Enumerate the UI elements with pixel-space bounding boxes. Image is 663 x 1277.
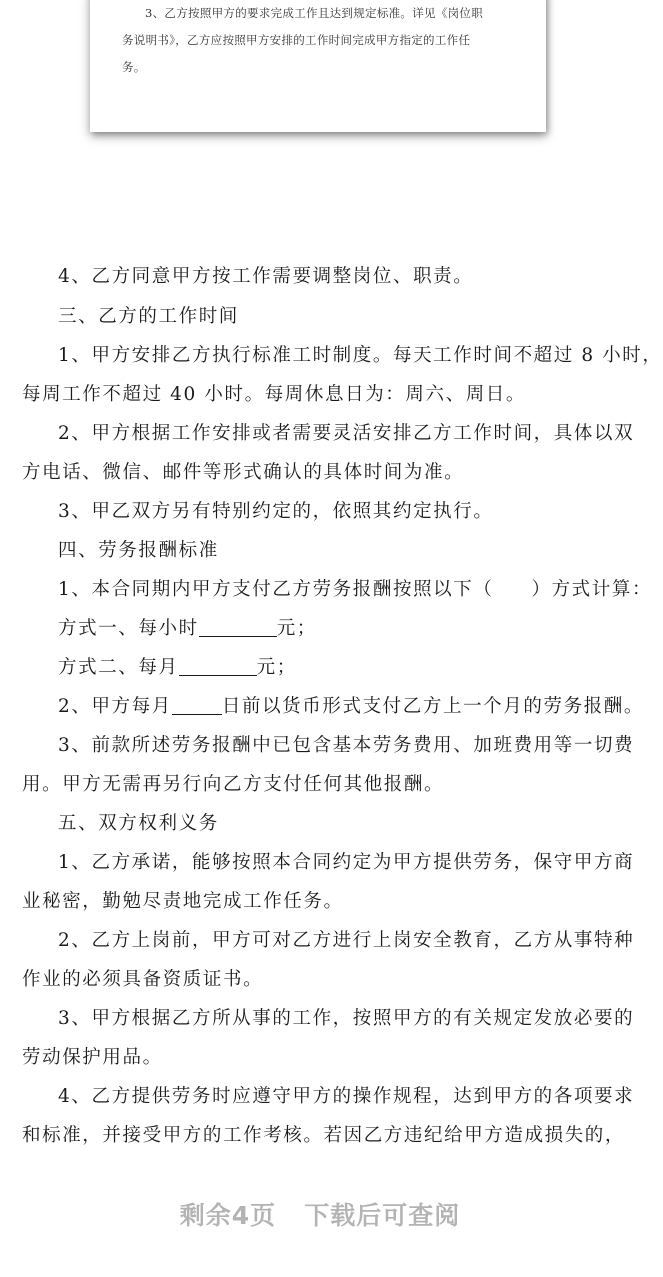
- doc-line: 1、甲方安排乙方执行标准工时制度。每天工作时间不超过 8 小时，: [58, 345, 663, 366]
- doc-text: 元；: [276, 618, 317, 639]
- doc-text: ）方式计算：: [531, 579, 653, 600]
- doc-line: 劳动保护用品。: [22, 1047, 163, 1068]
- doc-line: 3、甲方根据乙方所从事的工作，按照甲方的有关规定发放必要的: [58, 1008, 635, 1029]
- section-heading: 五、双方权利义务: [58, 813, 219, 834]
- doc-line: 和标准，并接受甲方的工作考核。若因乙方违纪给甲方造成损失的，: [22, 1125, 626, 1146]
- doc-text: 1、本合同期内甲方支付乙方劳务报酬按照以下（: [58, 579, 494, 600]
- doc-line: 每周工作不超过 40 小时。每周休息日为：周六、周日。: [22, 384, 527, 405]
- preview-line: 务。: [122, 60, 146, 74]
- doc-line: 2、甲方根据工作安排或者需要灵活安排乙方工作时间，具体以双: [58, 423, 635, 444]
- section-heading: 四、劳务报酬标准: [58, 540, 219, 561]
- doc-line: [58, 577, 653, 603]
- preview-line: 3、乙方按照甲方的要求完成工作且达到规定标准。详见《岗位职: [145, 6, 484, 20]
- doc-text: 方式一、每小时: [58, 618, 199, 639]
- doc-text: 2、甲方每月: [58, 696, 172, 717]
- doc-line: 2、乙方上岗前，甲方可对乙方进行上岗安全教育，乙方从事特种: [58, 930, 635, 951]
- download-to-view-label: 下载后可查阅: [304, 1201, 461, 1230]
- fill-in-blank: [179, 657, 257, 676]
- doc-line: 3、前款所述劳务报酬中已包含基本劳务费用、加班费用等一切费: [58, 735, 635, 756]
- doc-line: 作业的必须具备资质证书。: [22, 969, 264, 990]
- doc-text: 元；: [256, 657, 297, 678]
- fill-in-blank: [199, 618, 277, 637]
- doc-text: 方式二、每月: [58, 657, 179, 678]
- doc-line: [58, 694, 644, 720]
- page-preview-card: [90, 0, 546, 132]
- doc-line: [58, 616, 628, 642]
- preview-line: 务说明书》，乙方应按照甲方安排的工作时间完成甲方指定的工作任: [122, 33, 471, 47]
- doc-line: 业秘密，勤勉尽责地完成工作任务。: [22, 891, 344, 912]
- fill-in-blank: [172, 696, 222, 715]
- doc-text: 日前以货币形式支付乙方上一个月的劳务报酬。: [221, 696, 644, 717]
- doc-line: 用。甲方无需再另行向乙方支付任何其他报酬。: [22, 774, 445, 795]
- doc-line: 4、乙方提供劳务时应遵守甲方的操作规程，达到甲方的各项要求: [58, 1086, 635, 1107]
- doc-line: 1、乙方承诺，能够按照本合同约定为甲方提供劳务，保守甲方商: [58, 852, 635, 873]
- download-prompt-banner[interactable]: [0, 1196, 640, 1232]
- doc-line: [58, 655, 628, 681]
- section-heading: 三、乙方的工作时间: [58, 306, 239, 327]
- doc-line: 方电话、微信、邮件等形式确认的具体时间为准。: [22, 462, 465, 483]
- doc-line: 3、甲乙双方另有特别约定的，依照其约定执行。: [58, 501, 494, 522]
- doc-line: 4、乙方同意甲方按工作需要调整岗位、职责。: [58, 266, 474, 287]
- remaining-pages-label: 剩余4页: [179, 1201, 277, 1230]
